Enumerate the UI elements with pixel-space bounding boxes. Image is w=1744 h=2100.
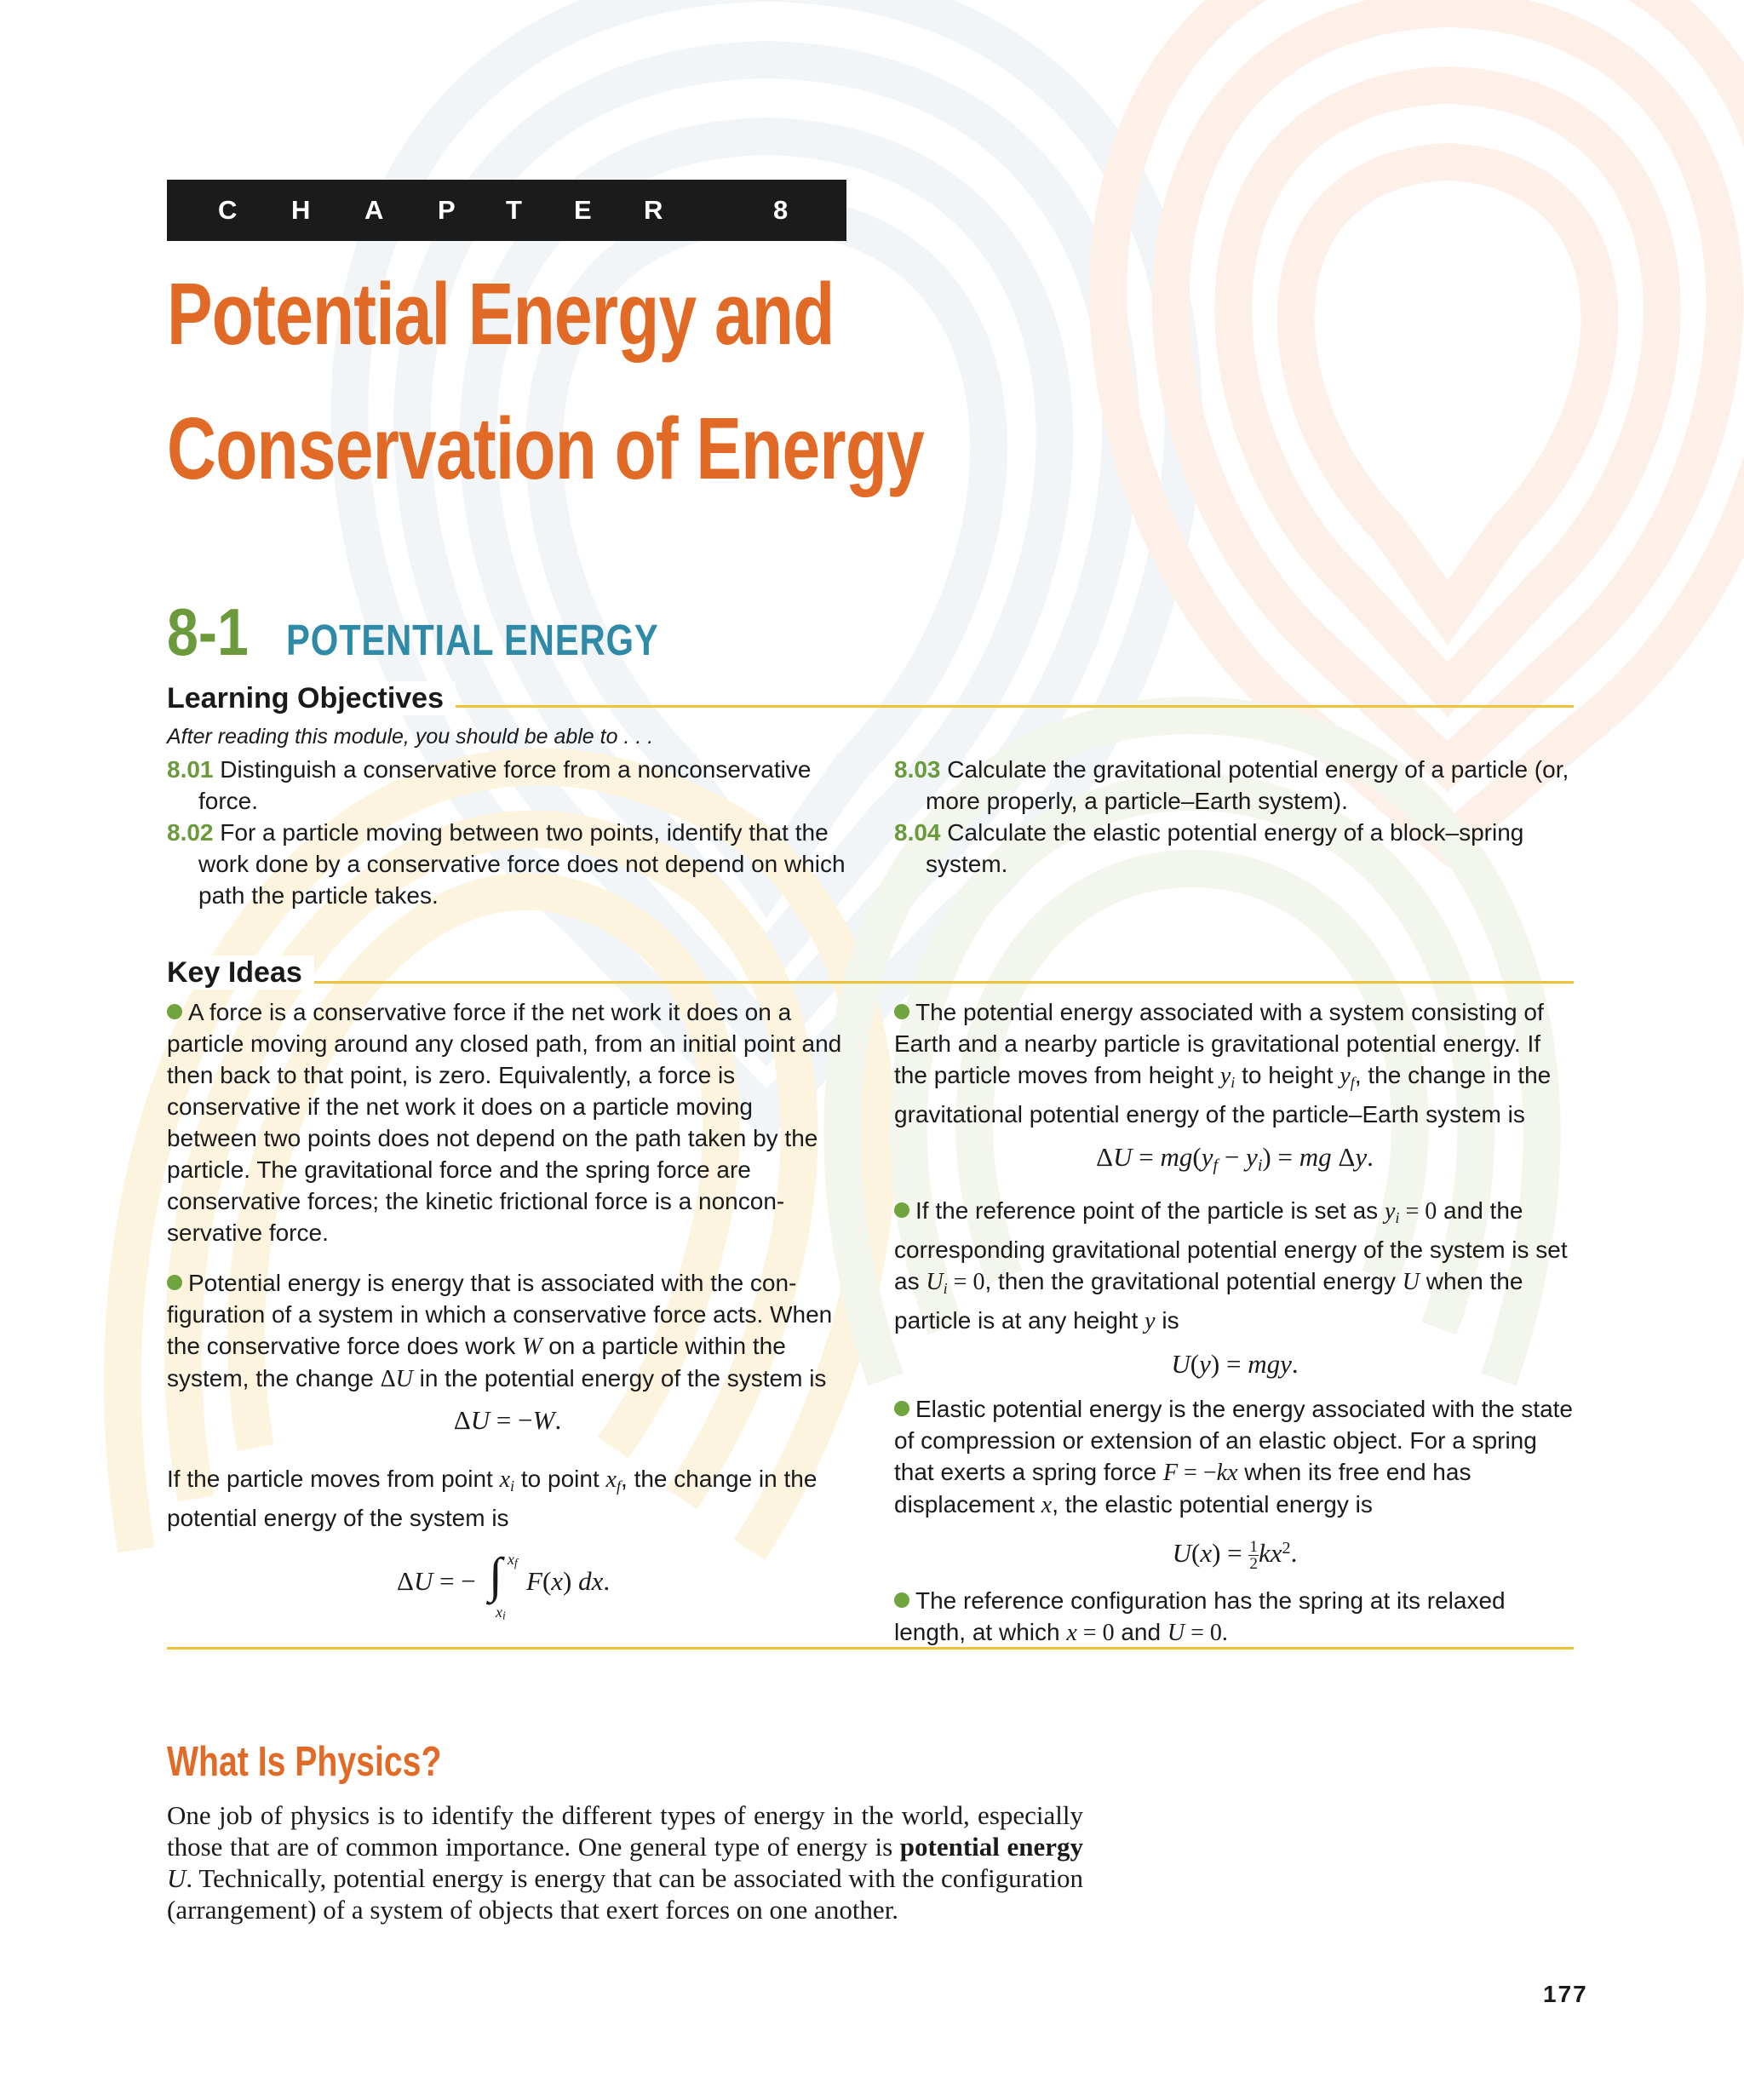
objective-item: [167, 754, 857, 817]
chapter-title-line1: Potential Energy and: [167, 265, 835, 363]
what-is-physics-heading: What Is Physics?: [167, 1739, 442, 1785]
key-ideas-heading: Key Ideas: [167, 955, 314, 990]
key-idea-paragraph: If the reference point of the particle is set as $y_i = 0$ and the corresponding gravitational potential energy of the system is set as $U_i = 0$, then the gravitational potential energy U when the particle is at any height y is: [894, 1196, 1568, 1334]
page-number: 177: [1543, 1981, 1588, 2007]
chapter-letter: T: [506, 195, 522, 225]
key-ideas-bottom-rule: [167, 1647, 1574, 1650]
key-idea-paragraph: Elastic potential energy is the energy associated with the state of compression or extension of an elastic object. For a spring that exerts a spring force F = −kx when its free end has displacement x, the elastic potential energy is: [894, 1395, 1573, 1518]
chapter-bar: [167, 180, 846, 241]
objectives-heading: Learning Objectives: [167, 681, 456, 715]
bullet-icon: [894, 1401, 909, 1416]
equation-gravitational-pe: U(y) = mgy.: [1171, 1348, 1299, 1379]
equation-elastic-pe: U(x) = $\frac{1}{2}$ $kx^2$.: [1172, 1537, 1298, 1574]
chapter-letter: E: [574, 195, 592, 225]
section-title: POTENTIAL ENERGY: [286, 616, 659, 664]
chapter-title-line2: Conservation of Energy: [167, 399, 925, 497]
objective-number: 8.03: [894, 756, 941, 783]
what-is-physics-body: One job of physics is to identify the different types of energy in the world, especially those that are of common importance. One general type of energy is potential energy U. Technically, potential energy is energy that can be associated with the configuration (arrangement) of a system of objects that exert forces on one another.: [167, 1800, 1083, 1925]
objective-number: 8.04: [894, 819, 941, 846]
bullet-icon: [167, 1004, 182, 1019]
equation-delta-u-integral: ΔU = − ∫ xf xi F(x) dx.: [397, 1547, 611, 1622]
bullet-icon: [894, 1592, 909, 1608]
objective-text: Calculate the gravitational potential energy of a particle (or, more properly, a particle–Earth system).: [926, 756, 1569, 814]
objective-text: For a particle moving between two points, identify that the work done by a conservative force does not depend on which path the particle takes.: [198, 819, 846, 909]
chapter-letter: P: [438, 195, 456, 225]
chapter-letter: H: [291, 195, 311, 225]
key-idea-paragraph: If the particle moves from point $x_i$ to point $x_f$, the change in the potential energy of the system is: [167, 1466, 818, 1532]
key-ideas-left-column: [167, 996, 848, 1622]
objectives-left-column: [167, 754, 857, 911]
chapter-letter: R: [644, 195, 663, 225]
equation-gravitational-change: $\Delta U = mg(y_f - y_i)$ = mg Δy.: [1096, 1142, 1374, 1175]
bullet-icon: [167, 1275, 182, 1290]
key-ideas-right-column: [894, 996, 1575, 1649]
chapter-title: [167, 247, 925, 516]
objective-number: 8.01: [167, 756, 214, 783]
section-number: 8-1: [167, 594, 249, 669]
key-idea-paragraph: The potential energy associated with a system consisting of Earth and a nearby particle is gravitational potential energy. If the particle moves from height $y_i$ to height $y_f$, the change in the gravitational potential energy of the particle–Earth system is: [894, 999, 1552, 1128]
objective-text: Distinguish a conservative force from a nonconservative force.: [198, 756, 812, 814]
term-potential-energy: potential energy: [899, 1832, 1083, 1862]
chapter-letter: C: [218, 195, 238, 225]
key-ideas-rule: [167, 981, 1574, 984]
equation-delta-u-work: ΔU = −W.: [453, 1405, 562, 1435]
objectives-intro: After reading this module, you should be able to . . .: [167, 725, 654, 749]
integral-sign-icon: ∫: [489, 1547, 502, 1604]
key-idea-paragraph: Potential energy is energy that is associated with the con-figuration of a system in which a conservative force acts. When the conservative force does work W on a particle within the system, the change ΔU in the potential energy of the system is: [167, 1270, 833, 1392]
key-idea-paragraph: A force is a conservative force if the net work it does on a particle moving around any closed path, from an initial point and then back to that point, is zero. Equivalently, a force is conservative if the net work it does on a particle moving between two points does not depend on the path taken by the particle. The gravitational force and the spring force are conservative forces; the kinetic frictional force is a noncon-servative force.: [167, 999, 842, 1246]
bullet-icon: [894, 1202, 909, 1218]
chapter-number: 8: [773, 195, 789, 225]
chapter-letter: A: [364, 195, 384, 225]
bullet-icon: [894, 1004, 909, 1019]
objective-number: 8.02: [167, 819, 214, 846]
objective-text: Calculate the elastic potential energy of a block–spring system.: [926, 819, 1524, 877]
objective-item: [894, 754, 1575, 817]
key-idea-paragraph: The reference configuration has the spring at its relaxed length, at which x = 0 and U = 0.: [894, 1586, 1506, 1646]
objective-item: [894, 817, 1575, 880]
objectives-right-column: [894, 754, 1575, 880]
objective-item: [167, 817, 857, 911]
